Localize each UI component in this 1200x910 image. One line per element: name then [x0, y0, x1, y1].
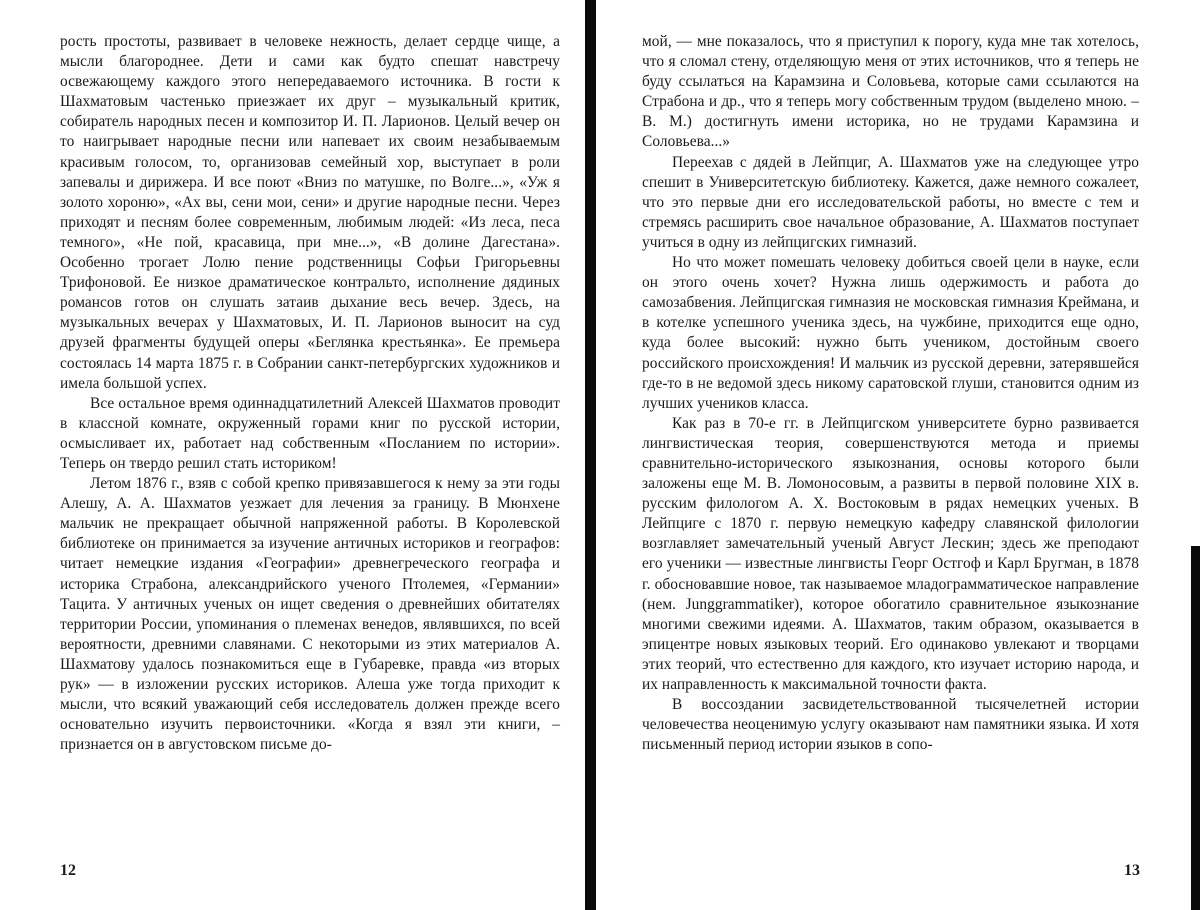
paragraph: Но что может помешать человеку добиться своей цели в науке, если он этого очень хочет? Нужна лишь одержимость и работа до самозабвения. Лейпцигская гимназия не московская гимназия Креймана, и в котелке успешного ученика здесь, на чужбине, приходится еще одно, куда более высокий: нужно быть учеником, достойным своего российского происхождения! И мальчик из русской деревни, затерявшейся где-то в не ведомой здесь никому саратовской глуши, становится одним из лучших учеников класса. — [642, 254, 1139, 412]
paragraph: рость простоты, развивает в человеке нежность, делает сердце чище, а мысли благороднее. Дети и сами как будто спешат навстречу освежающему каждого этого непередаваемого источника. В гости к Шахматовым частенько приезжает их друг – музыкальный критик, собиратель народных песен и композитор И. П. Ларионов. Целый вечер он то наигрывает народные песни или напевает их своим незабываемым красивым голосом, то, организовав семейный хор, выступает в роли запевалы и дирижера. И все поют «Вниз по матушке, по Волге...», «Уж я золото хороню», «Ах вы, сени мои, сени» и другие народные песни. Через приходят и песням более современным, любимым людей: «Из леса, песа темного», «Не пой, красавица, при мне...», «В долине Дагестана». Особенно трогает Лолю пение родственницы Софьи Григорьевны Трифоновой. Ее низкое драматическое контральто, исполнение дядиных романсов готов он слушать затаив дыхание весь вечер. Здесь, на музыкальных вечерах у Шахматовых, И. П. Ларионов выносит на суд друзей фрагменты будущей оперы «Беглянка крестьянка». Ее премьера состоялась 14 марта 1875 г. в Собрании санкт-петербургских художников и имела большой успех. — [60, 33, 560, 392]
page-edge-mark — [1191, 546, 1200, 910]
paragraph: Летом 1876 г., взяв с собой крепко привязавшегося к нему за эти годы Алешу, А. А. Шахматов уезжает для лечения за границу. В Мюнхене мальчик не прекращает обычной напряженной работы. В Королевской библиотеке он принимается за изучение античных историков и географов: читает немецкие издания «Географии» древнегреческого географа и историка Страбона, александрийского ученого Птолемея, «Германии» Тацита. У античных ученых он ищет сведения о древнейших обитателях территории России, упоминания о племенах венедов, являвшихся, по всей вероятности, древними славянами. С некоторыми из этих материалов А. Шахматову удалось познакомиться еще в Губаревке, правда «из вторых рук» — в изложении русских историков. Алеша уже тогда приходит к мысли, что всякий уважающий себя исследователь должен прежде всего основательно изучить первоисточники. «Когда я взял эти книги, – признается он в августовском письме до- — [60, 475, 560, 754]
page-number: 13 — [1124, 862, 1140, 879]
right-page — [596, 0, 1200, 910]
page-number: 12 — [60, 862, 76, 879]
paragraph: мой, — мне показалось, что я приступил к порогу, куда мне так хотелось, что я сломал стену, отделяющую меня от этих источников, что я теперь не буду ссылаться на Карамзина и Соловьева, которые сами ссылаются на Страбона и др., что я теперь могу собственным трудом (выделено мною. – В. М.) достигнуть имени историка, но не трудами Карамзина и Соловьева...» — [642, 33, 1139, 151]
paragraph: Как раз в 70-е гг. в Лейпцигском университете бурно развивается лингвистическая теория, совершенствуются метода и приемы сравнительно-исторического языкознания, основы которого были заложены еще М. В. Ломоносовым, а развиты в первой половине XIX в. русским филологом А. Х. Востоковым в рядах немецких ученых. В Лейпциге с 1870 г. первую немецкую кафедру славянской филологии возглавляет замечательный ученый Август Лескин; здесь же преподают его ученики — известные лингвисты Георг Остгоф и Карл Бругман, в 1878 г. обосновавшие новое, так называемое младограмматическое направление (нем. Junggrammatiker), которое обогатило сравнительное языкознание многими свежими идеями. А. Шахматов, таким образом, оказывается в эпицентре новых языковых теорий. Его одинаково увлекают и творцами этих теорий, что естественно для каждого, кто изучает историю народа, и их направленность к максимальной точности факта. — [642, 414, 1139, 693]
paragraph: В воссоздании засвидетельствованной тысячелетней истории человечества неоценимую услугу оказывают нам памятники языка. И хотя письменный период истории языков в сопо- — [642, 696, 1139, 754]
paragraph: Переехав с дядей в Лейпциг, А. Шахматов уже на следующее утро спешит в Университетскую библиотеку. Кажется, даже немного сожалеет, что это первые дни его исследовательской работы, но вместе с тем и стремясь расширить свое начальное образование, А. Шахматов поступает учиться в одну из лейпцигских гимназий. — [642, 153, 1139, 251]
book-gutter — [585, 0, 596, 910]
right-page-text — [642, 32, 1139, 755]
left-page — [0, 0, 585, 910]
paragraph: Все остальное время одиннадцатилетний Алексей Шахматов проводит в классной комнате, окруженный горами книг по русской истории, осмысливает их, работает над собственным «Посланием по истории». Теперь он твердо решил стать историком! — [60, 394, 560, 472]
left-page-text — [60, 32, 560, 755]
